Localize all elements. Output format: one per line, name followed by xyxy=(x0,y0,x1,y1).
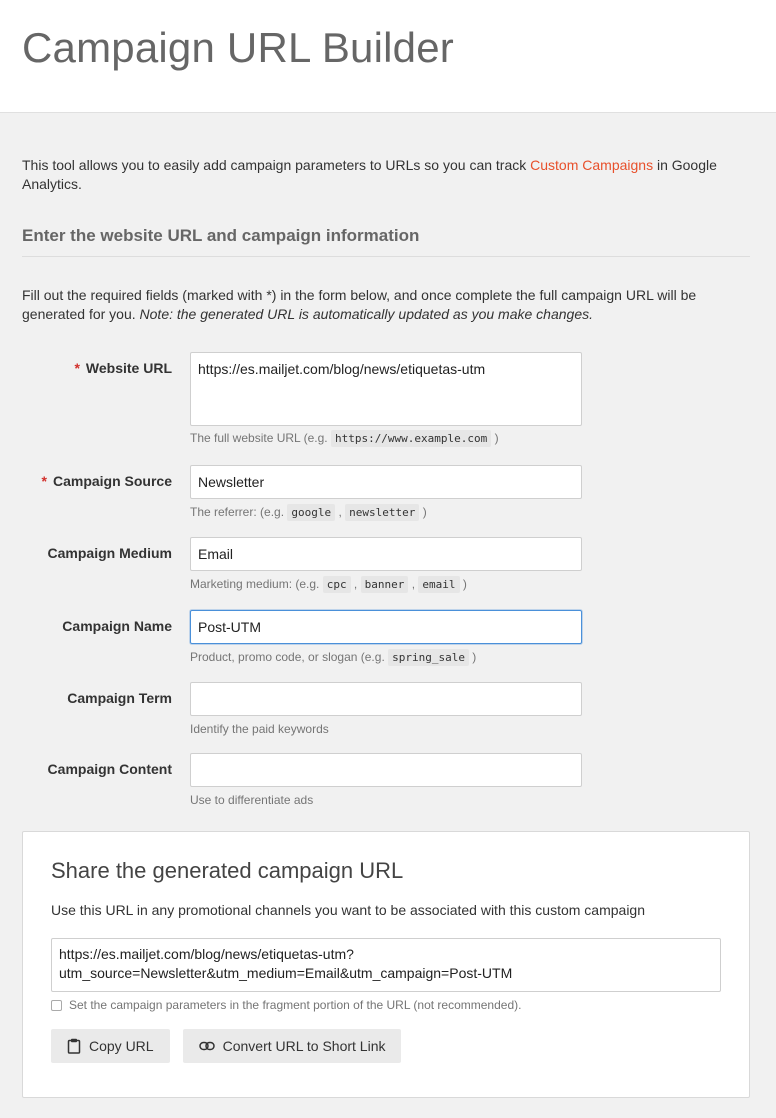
website-url-hint-prefix: The full website URL (e.g. xyxy=(190,431,331,445)
intro-text-before: This tool allows you to easily add campaign parameters to URLs so you can track xyxy=(22,157,531,173)
website-url-label-text: Website URL xyxy=(85,360,172,376)
campaign-term-field[interactable] xyxy=(190,682,582,716)
website-url-field[interactable] xyxy=(190,352,582,426)
fragment-label: Set the campaign parameters in the fragment portion of the URL (not recommended). xyxy=(69,998,522,1012)
campaign-source-hint-example-2: newsletter xyxy=(345,504,419,521)
instructions-note: Note: the generated URL is automatically updated as you make changes. xyxy=(139,306,593,322)
website-url-hint-suffix: ) xyxy=(491,431,499,445)
campaign-name-field[interactable] xyxy=(190,610,582,644)
fragment-checkbox[interactable] xyxy=(51,1000,62,1011)
campaign-medium-field[interactable] xyxy=(190,537,582,571)
campaign-medium-hint-suffix: ) xyxy=(459,577,467,591)
section-title: Enter the website URL and campaign information xyxy=(22,226,750,257)
fragment-option[interactable] xyxy=(51,998,721,1012)
required-mark: * xyxy=(74,360,80,376)
campaign-medium-hint-sep-1: , xyxy=(350,577,361,591)
instructions xyxy=(22,286,754,324)
campaign-medium-hint-example-3: email xyxy=(418,576,459,593)
copy-url-label: Copy URL xyxy=(89,1038,154,1054)
campaign-name-hint-example: spring_sale xyxy=(388,649,469,666)
convert-short-link-button[interactable] xyxy=(183,1029,402,1063)
campaign-medium-hint-prefix: Marketing medium: (e.g. xyxy=(190,577,323,591)
custom-campaigns-link[interactable]: Custom Campaigns xyxy=(530,157,654,173)
campaign-term-hint: Identify the paid keywords xyxy=(190,722,329,736)
instructions-text: Fill out the required fields (marked with *) in the form below, and once complete the full campaign URL will be generated for you. xyxy=(22,287,697,322)
campaign-source-hint xyxy=(190,505,427,519)
campaign-name-label: Campaign Name xyxy=(62,618,172,634)
intro-text-after: in Google Analytics. xyxy=(22,157,717,192)
website-url-hint-example: https://www.example.com xyxy=(331,430,491,447)
main-content xyxy=(0,156,776,834)
website-url-label xyxy=(74,360,172,376)
website-url-hint xyxy=(190,431,499,445)
copy-url-button[interactable] xyxy=(51,1029,170,1063)
campaign-source-hint-example-1: google xyxy=(287,504,335,521)
campaign-source-label-text: Campaign Source xyxy=(52,473,172,489)
campaign-term-label: Campaign Term xyxy=(67,690,172,706)
link-icon xyxy=(199,1041,215,1051)
share-description: Use this URL in any promotional channels you want to be associated with this custom campaign xyxy=(51,902,646,918)
campaign-source-label xyxy=(42,473,172,489)
campaign-name-hint xyxy=(190,650,476,664)
page-title: Campaign URL Builder xyxy=(22,24,454,71)
campaign-source-field[interactable] xyxy=(190,465,582,499)
campaign-medium-hint-example-1: cpc xyxy=(323,576,351,593)
campaign-content-hint: Use to differentiate ads xyxy=(190,793,314,807)
intro-text xyxy=(22,156,754,194)
share-panel xyxy=(22,831,750,1098)
campaign-medium-label: Campaign Medium xyxy=(47,545,172,561)
campaign-form xyxy=(22,352,754,834)
campaign-name-hint-suffix: ) xyxy=(468,650,477,664)
campaign-source-hint-sep: , xyxy=(335,505,346,519)
required-mark: * xyxy=(41,473,47,489)
generated-url-field[interactable] xyxy=(51,938,721,992)
share-title: Share the generated campaign URL xyxy=(51,858,404,883)
campaign-medium-hint-example-2: banner xyxy=(361,576,409,593)
campaign-source-hint-suffix: ) xyxy=(419,505,427,519)
page-header xyxy=(0,0,776,113)
convert-short-link-label: Convert URL to Short Link xyxy=(222,1038,386,1054)
campaign-source-hint-prefix: The referrer: (e.g. xyxy=(190,505,288,519)
clipboard-icon xyxy=(67,1038,81,1054)
campaign-medium-hint-sep-2: , xyxy=(408,577,419,591)
campaign-medium-hint xyxy=(190,577,467,591)
campaign-content-field[interactable] xyxy=(190,753,582,787)
campaign-content-label: Campaign Content xyxy=(47,761,172,777)
campaign-name-hint-prefix: Product, promo code, or slogan (e.g. xyxy=(190,650,389,664)
share-buttons xyxy=(51,1029,721,1063)
